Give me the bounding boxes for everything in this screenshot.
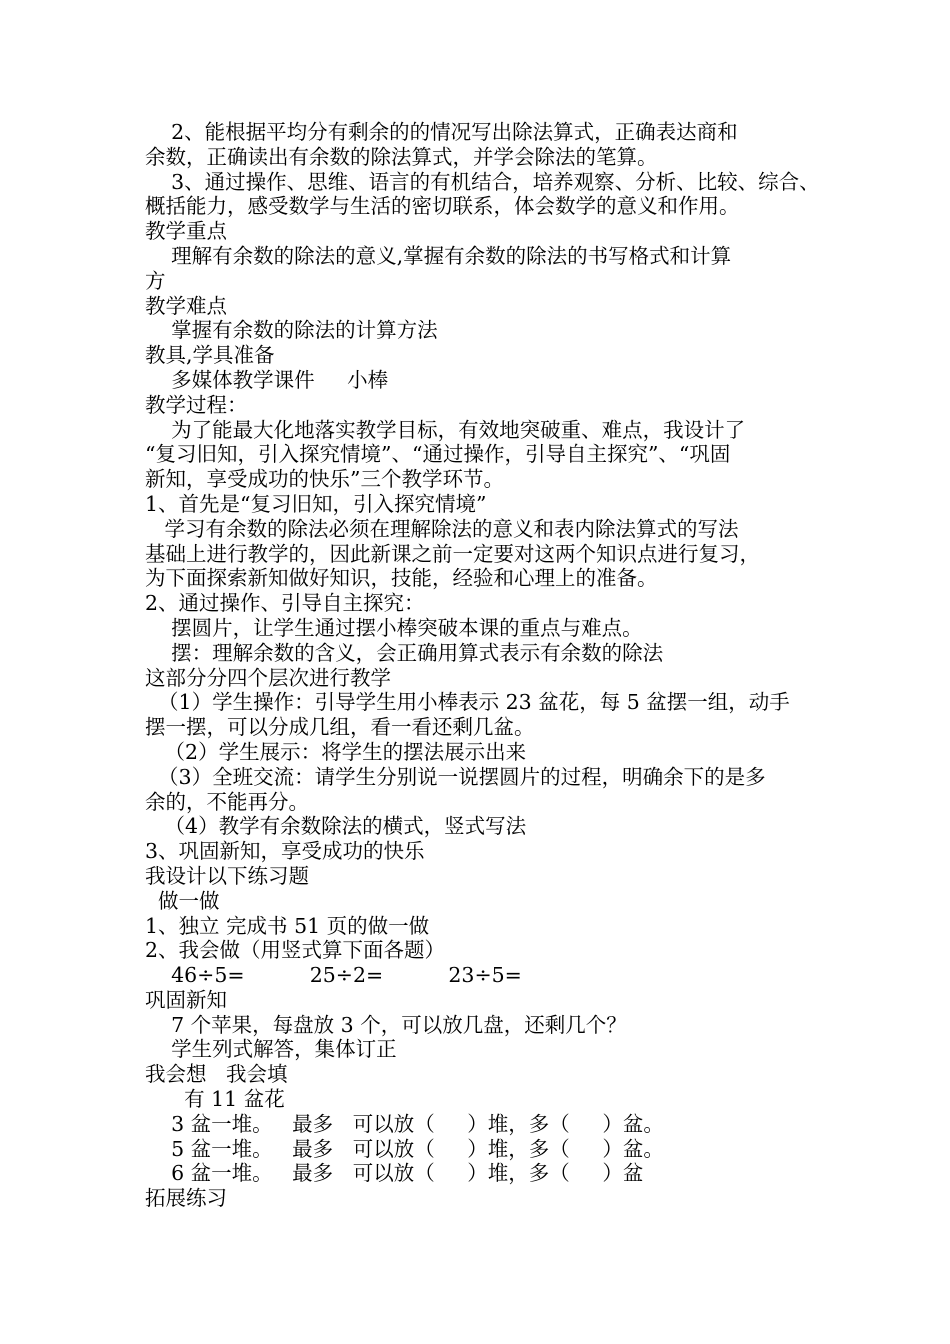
text-line: 概括能力，感受数学与生活的密切联系，体会数学的意义和作用。 <box>145 194 740 219</box>
text-line: 1、独立 完成书 51 页的做一做 <box>145 913 430 938</box>
text-line: 学习有余数的除法必须在理解除法的意义和表内除法算式的写法 <box>145 516 739 541</box>
text-line: （2）学生展示：将学生的摆法展示出来 <box>145 739 527 764</box>
text-line: 余数，正确读出有余数的除法算式，并学会除法的笔算。 <box>145 144 658 169</box>
text-line: 摆一摆，可以分成几组，看一看还剩几盆。 <box>145 715 535 740</box>
text-line: 我设计以下练习题 <box>145 863 309 888</box>
text-line: 做一做 <box>145 888 220 913</box>
section-heading: 教学难点 <box>145 293 227 318</box>
text-line: 为下面探索新知做好知识，技能，经验和心理上的准备。 <box>145 566 658 591</box>
section-heading: 我会想 我会填 <box>145 1062 288 1087</box>
text-line: 摆圆片，让学生通过摆小棒突破本课的重点与难点。 <box>145 615 643 640</box>
section-heading: 2、通过操作、引导自主探究： <box>145 591 425 616</box>
text-line: 这部分分四个层次进行教学 <box>145 665 391 690</box>
text-line: 5 盆一堆。 最多 可以放（ ）堆，多（ ）盆。 <box>145 1136 664 1161</box>
text-line: 掌握有余数的除法的计算方法 <box>145 318 438 343</box>
text-line: 2、能根据平均分有剩余的的情况写出除法算式，正确表达商和 <box>145 120 738 144</box>
text-line: 6 盆一堆。 最多 可以放（ ）堆，多（ ）盆 <box>145 1161 644 1186</box>
section-heading: 教具,学具准备 <box>145 343 275 368</box>
text-line: 新知，享受成功的快乐”三个教学环节。 <box>145 467 504 492</box>
text-line: 学生列式解答，集体订正 <box>145 1037 397 1062</box>
text-line: 有 11 盆花 <box>145 1087 285 1112</box>
text-line: （1）学生操作：引导学生用小棒表示 23 盆花，每 5 盆摆一组，动手 <box>145 690 790 715</box>
text-line: 余的，不能再分。 <box>145 789 309 814</box>
text-line: 7 个苹果，每盘放 3 个，可以放几盘，还剩几个？ <box>145 1012 627 1037</box>
text-line: 方 <box>145 268 166 293</box>
section-heading: 教学重点 <box>145 219 227 244</box>
section-heading: 教学过程： <box>145 392 248 417</box>
text-line: 多媒体教学课件 小棒 <box>145 367 389 392</box>
section-heading: 1、首先是“复习旧知，引入探究情境” <box>145 491 487 516</box>
text-line: 摆：理解余数的含义，会正确用算式表示有余数的除法 <box>145 640 664 665</box>
text-line: 基础上进行教学的，因此新课之前一定要对这两个知识点进行复习， <box>145 541 760 566</box>
section-heading: 3、巩固新知，享受成功的快乐 <box>145 839 425 864</box>
text-line: 46÷5= 25÷2= 23÷5= <box>145 963 522 988</box>
section-heading: 巩固新知 <box>145 987 227 1012</box>
text-line: （4）教学有余数除法的横式，竖式写法 <box>145 814 527 839</box>
text-line: （3）全班交流：请学生分别说一说摆圆片的过程，明确余下的是多 <box>145 764 766 789</box>
text-line: 3、通过操作、思维、语言的有机结合，培养观察、分析、比较、综合、 <box>145 169 820 194</box>
text-line: 为了能最大化地落实教学目标，有效地突破重、难点，我设计了 <box>145 417 746 442</box>
text-line: “复习旧知，引入探究情境”、“通过操作，引导自主探究”、“巩固 <box>145 442 731 467</box>
document-page <box>145 120 825 1211</box>
section-heading: 拓展练习 <box>145 1186 227 1211</box>
text-line: 3 盆一堆。 最多 可以放（ ）堆，多（ ）盆。 <box>145 1111 664 1136</box>
text-line: 2、我会做（用竖式算下面各题） <box>145 938 446 963</box>
text-line: 理解有余数的除法的意义,掌握有余数的除法的书写格式和计算 <box>145 243 732 268</box>
